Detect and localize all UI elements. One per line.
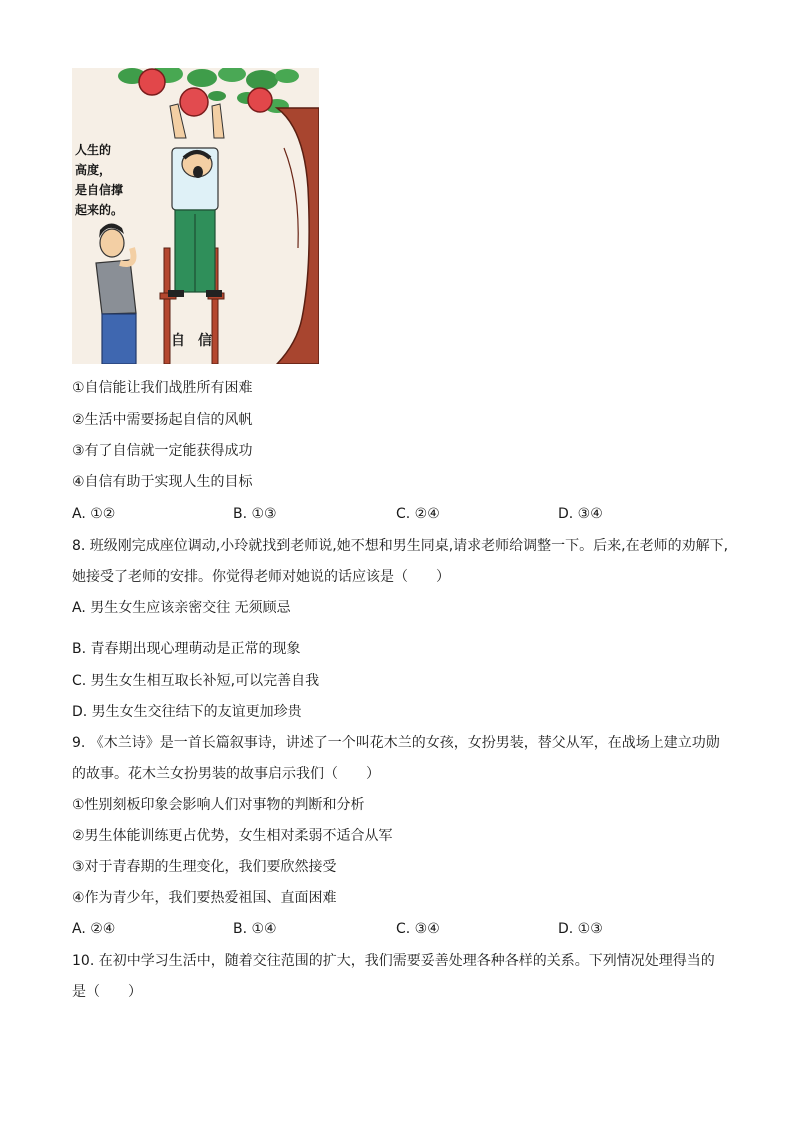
q9-statement-4: ④作为青少年，我们要热爱祖国、直面困难 xyxy=(72,890,337,906)
q7-statement-2: ②生活中需要扬起自信的风帆 xyxy=(72,412,253,428)
q9-stem-line-1: 9. 《木兰诗》是一首长篇叙事诗，讲述了一个叫花木兰的女孩，女扮男装，替父从军，在战场上建立功勋 xyxy=(72,735,720,751)
q9-option-c[interactable]: C. ③④ xyxy=(396,921,440,937)
q8-option-b[interactable]: B. 青春期出现心理萌动是正常的现象 xyxy=(72,641,301,657)
q9-statement-2: ②男生体能训练更占优势，女生相对柔弱不适合从军 xyxy=(72,828,393,844)
q7-option-a[interactable]: A. ①② xyxy=(72,506,116,522)
q7-statement-4: ④自信有助于实现人生的目标 xyxy=(72,474,253,490)
watching-man xyxy=(96,223,136,364)
q7-option-c[interactable]: C. ②④ xyxy=(396,506,440,522)
q8-option-c[interactable]: C. 男生女生相互取长补短,可以完善自我 xyxy=(72,673,320,689)
q9-statement-3: ③对于青春期的生理变化，我们要欣然接受 xyxy=(72,859,337,875)
q9-option-b[interactable]: B. ①④ xyxy=(233,921,277,937)
q10-stem-line-2: 是（ ） xyxy=(72,984,142,1000)
q9-option-d[interactable]: D. ①③ xyxy=(558,921,603,937)
q9-statement-1: ①性别刻板印象会影响人们对事物的判断和分析 xyxy=(72,797,365,813)
q7-statement-1: ①自信能让我们战胜所有困难 xyxy=(72,380,253,396)
q7-statement-3: ③有了自信就一定能获得成功 xyxy=(72,443,253,459)
cartoon-illustration xyxy=(72,68,319,364)
q7-option-d[interactable]: D. ③④ xyxy=(558,506,603,522)
stilt-label-right: 信 xyxy=(198,333,212,349)
q8-stem-line-2: 她接受了老师的安排。你觉得老师对她说的话应该是（ ） xyxy=(72,569,450,585)
cartoon-caption: 人生的 高度， 是自信撑 起来的。 xyxy=(75,143,124,217)
q7-option-b[interactable]: B. ①③ xyxy=(233,506,277,522)
q8-option-a[interactable]: A. 男生女生应该亲密交往 无须顾忌 xyxy=(72,600,291,616)
q8-stem-line-1: 8. 班级刚完成座位调动,小玲就找到老师说,她不想和男生同桌,请求老师给调整一下。后来,在老师的劝解下, xyxy=(72,538,729,554)
q9-stem-line-2: 的故事。花木兰女扮男装的故事启示我们（ ） xyxy=(72,766,380,782)
q9-option-a[interactable]: A. ②④ xyxy=(72,921,116,937)
stilt-label-left: 自 xyxy=(171,333,185,349)
q10-stem-line-1: 10. 在初中学习生活中，随着交往范围的扩大，我们需要妥善处理各种各样的关系。下列情况处理得当的 xyxy=(72,953,715,969)
q8-option-d[interactable]: D. 男生女生交往结下的友谊更加珍贵 xyxy=(72,704,302,720)
